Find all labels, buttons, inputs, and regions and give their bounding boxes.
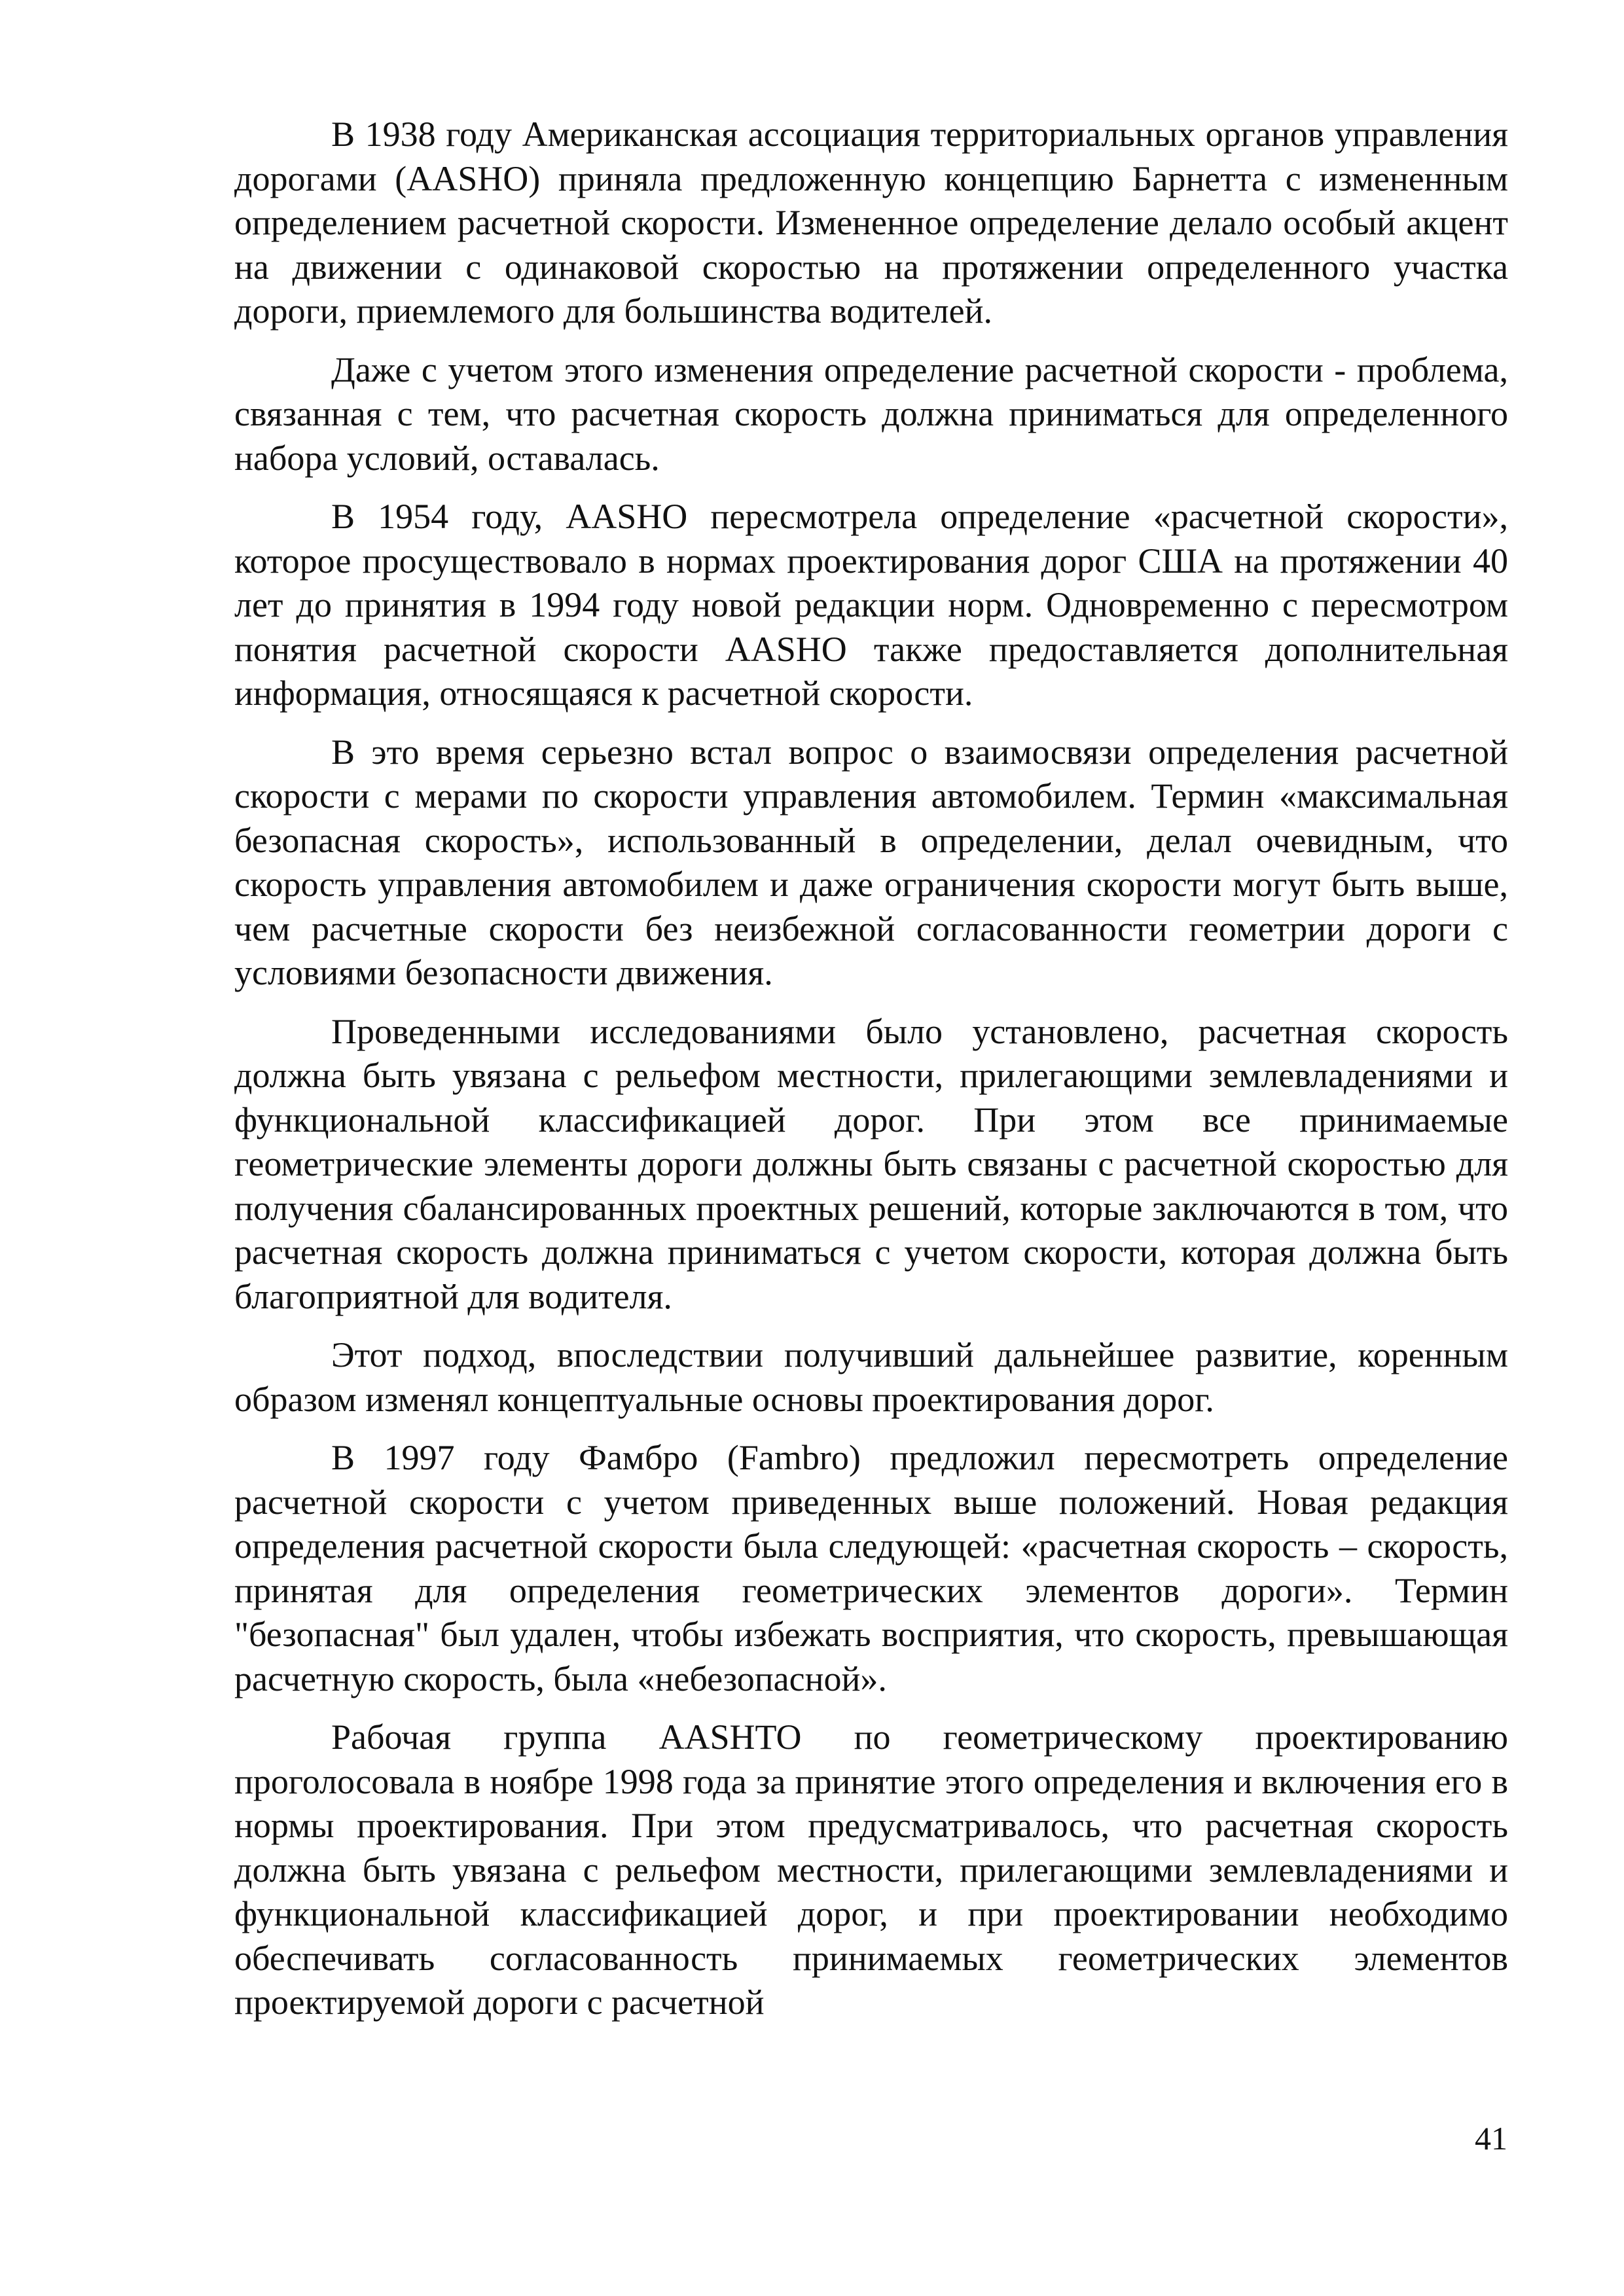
paragraph-6: Этот подход, впоследствии получивший дальнейшее развитие, коренным образом изменял концептуальные основы проектирования дорог. [234, 1335, 1508, 1419]
paragraph-3: В 1954 году, AASHO пересмотрела определение «расчетной скорости», которое просуществовало в нормах проектирования дорог США на протяжении 40 лет до принятия в 1994 году новой редакции норм. Одновременно с пересмотром понятия расчетной скорости AASHO также предоставляется дополнительная информация, относящаяся к расчетной скорости. [234, 497, 1508, 713]
paragraph-2: Даже с учетом этого изменения определение расчетной скорости - проблема, связанная с тем, что расчетная скорость должна приниматься для определенного набора условий, оставалась. [234, 350, 1508, 478]
paragraph-8: Рабочая группа AASHTO по геометрическому проектированию проголосовала в ноябре 1998 года за принятие этого определения и включения его в нормы проектирования. При этом предусматривалось, что расчетная скорость должна быть увязана с рельефом местности, прилегающими землевладениями и функциональной классификацией дорог, и при проектировании необходимо обеспечивать согласованность принимаемых геометрических элементов проектируемой дороги с расчетной [234, 1717, 1508, 2022]
paragraph-7: В 1997 году Фамбро (Fambro) предложил пересмотреть определение расчетной скорости с учетом приведенных выше положений. Новая редакция определения расчетной скорости была следующей: «расчетная скорость – скорость, принятая для определения геометрических элементов дороги». Термин "безопасная" был удален, чтобы избежать восприятия, что скорость, превышающая расчетную скорость, была «небезопасной». [234, 1438, 1508, 1698]
paragraph-5: Проведенными исследованиями было установлено, расчетная скорость должна быть увязана с рельефом местности, прилегающими землевладениями и функциональной классификацией дорог. При этом все принимаемые геометрические элементы дороги должны быть связаны с расчетной скоростью для получения сбалансированных проектных решений, которые заключаются в том, что расчетная скорость должна приниматься с учетом скорости, которая должна быть благоприятной для водителя. [234, 1011, 1508, 1316]
page-number: 41 [1475, 2120, 1507, 2157]
paragraph-1: В 1938 году Американская ассоциация территориальных органов управления дорогами (AASHO) приняла предложенную концепцию Барнетта с измененным определением расчетной скорости. Измененное определение делало особый акцент на движении с одинаковой скоростью на протяжении определенного участка дороги, приемлемого для большинства водителей. [234, 115, 1508, 331]
paragraph-4: В это время серьезно встал вопрос о взаимосвязи определения расчетной скорости с мерами по скорости управления автомобилем. Термин «максимальная безопасная скорость», использованный в определении, делал очевидным, что скорость управления автомобилем и даже ограничения скорости могут быть выше, чем расчетные скорости без неизбежной согласованности геометрии дороги с условиями безопасности движения. [234, 732, 1508, 992]
document-body [234, 113, 1508, 2039]
